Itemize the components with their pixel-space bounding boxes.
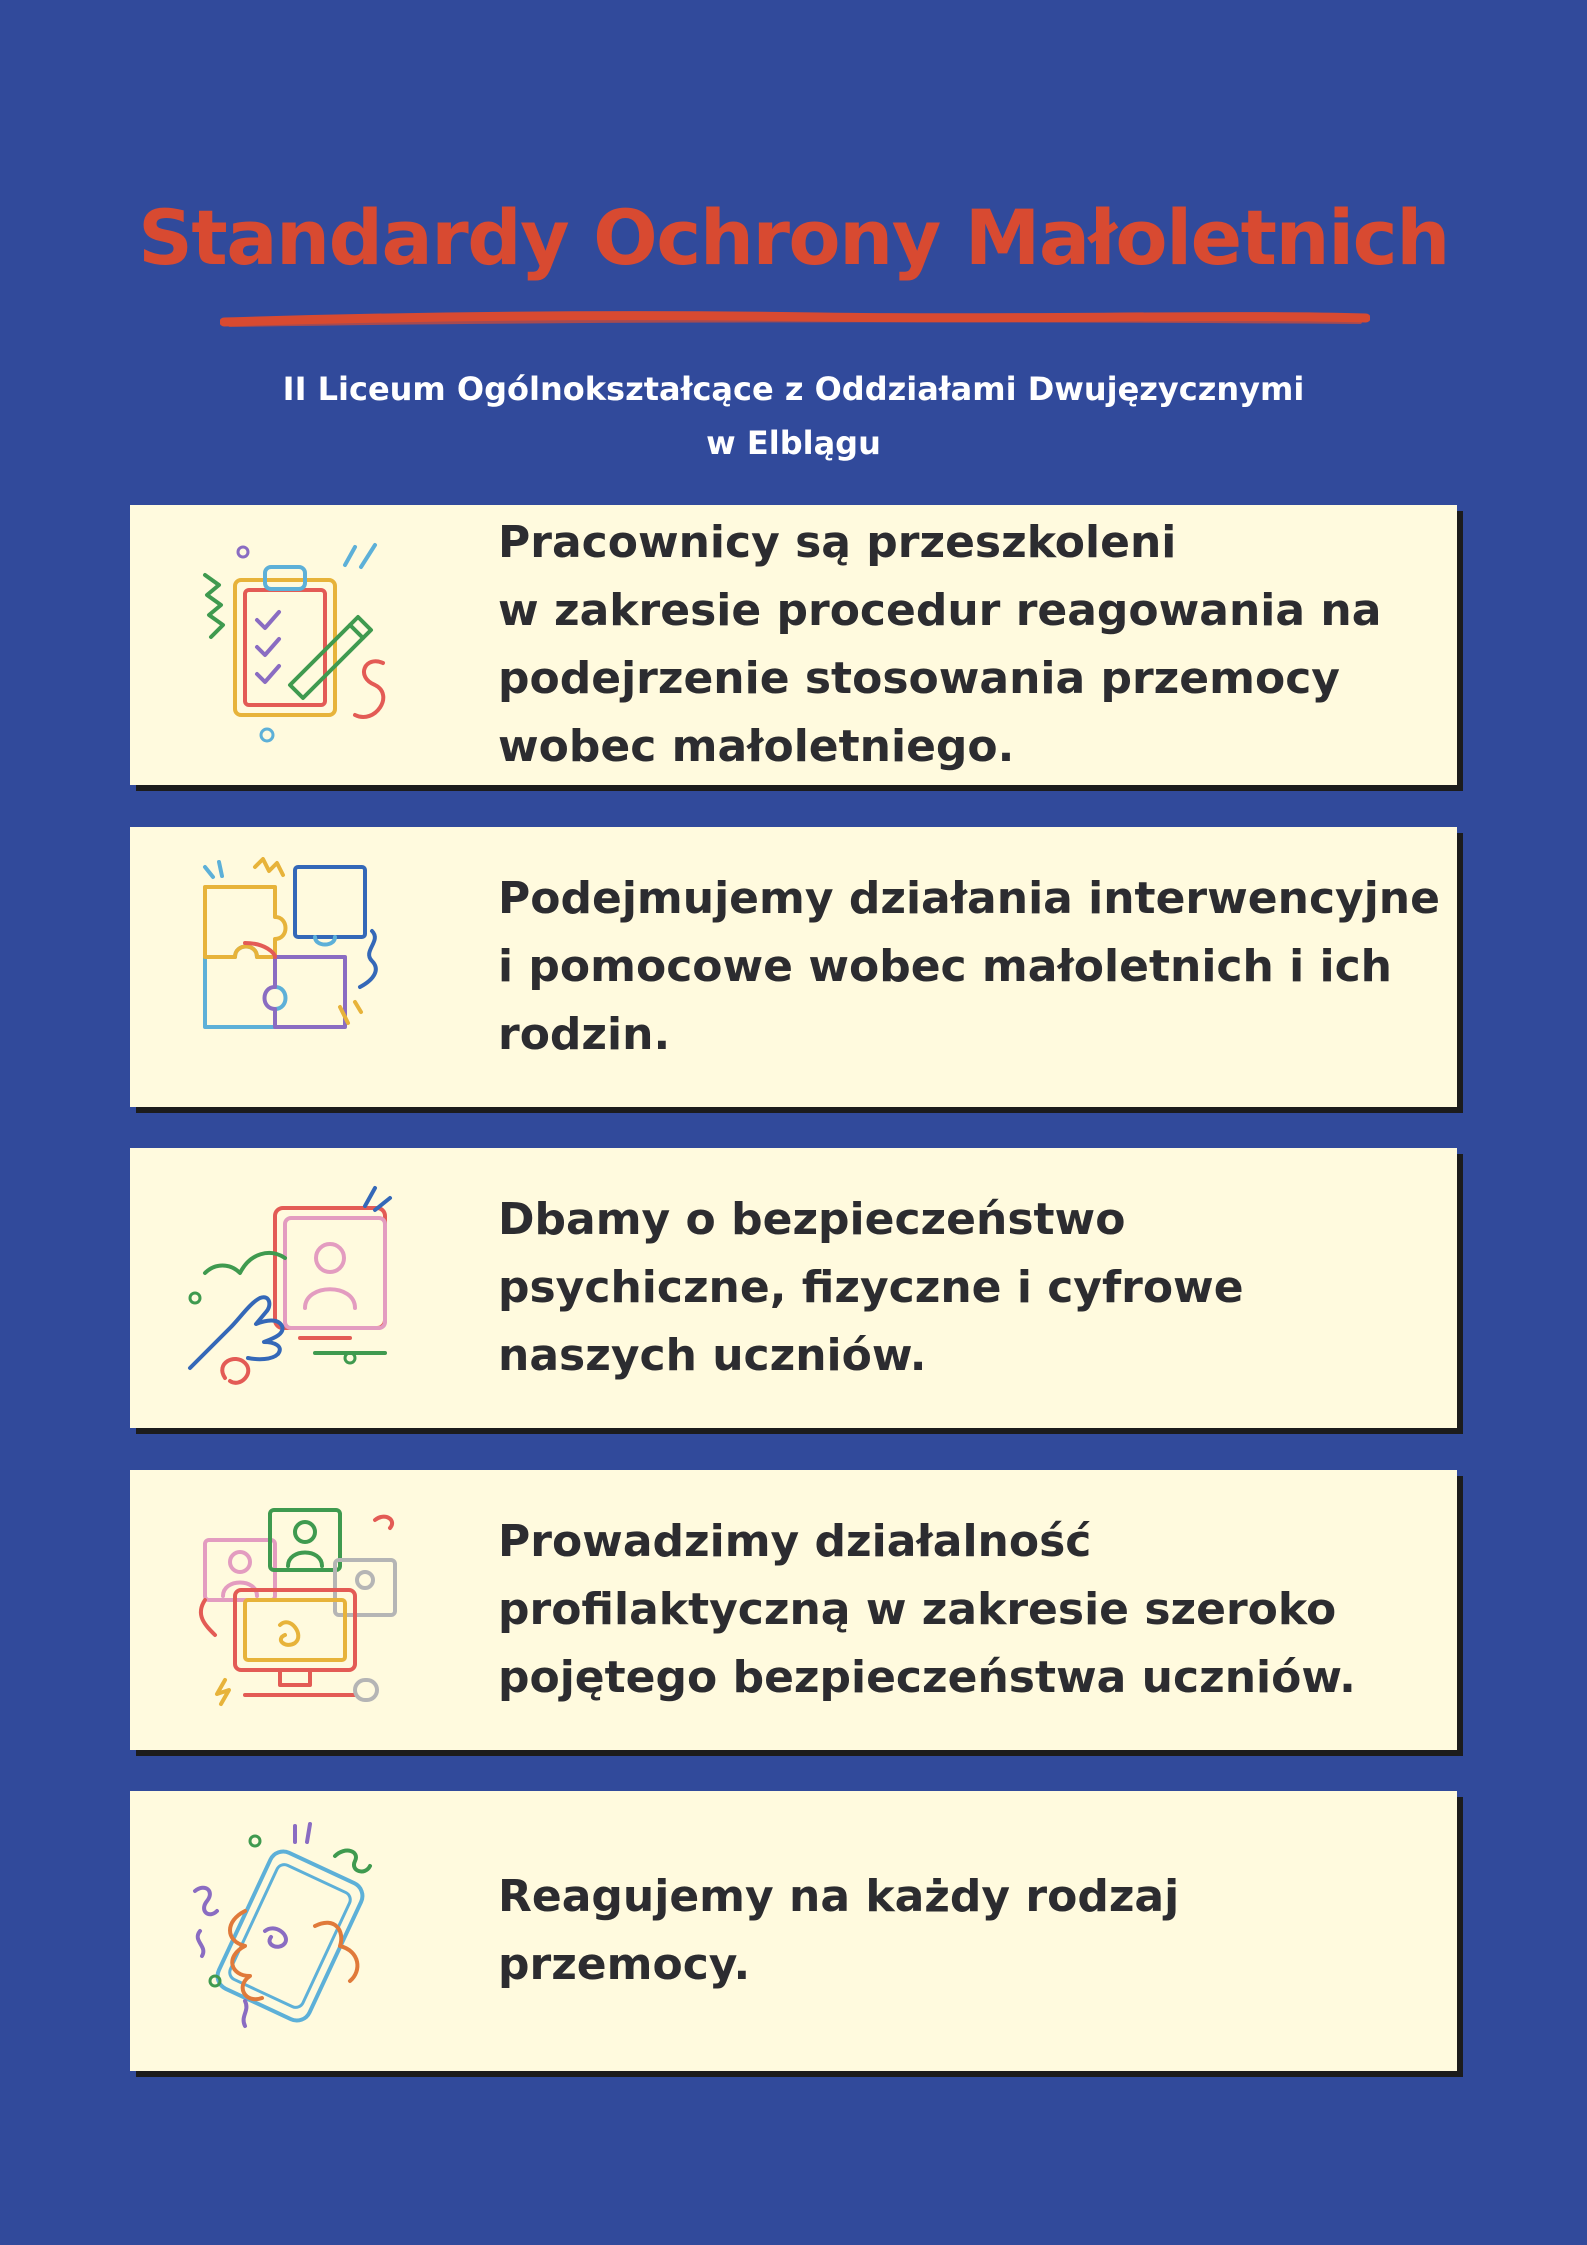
text-line: i pomocowe wobec małoletnich i ich	[498, 941, 1393, 992]
online-meeting-computer-icon	[185, 1500, 405, 1720]
text-line: Prowadzimy działalność	[498, 1516, 1092, 1567]
standard-text-4	[498, 1470, 1397, 1750]
standard-card-3	[130, 1148, 1457, 1428]
standard-text-5	[498, 1791, 1397, 2071]
text-line: przemocy.	[498, 1939, 751, 1990]
standard-card-5	[130, 1791, 1457, 2071]
puzzle-icon	[185, 857, 405, 1077]
text-line: rodzin.	[498, 1009, 671, 1060]
text-line: profilaktyczną w zakresie szeroko	[498, 1584, 1337, 1635]
school-name	[0, 362, 1587, 470]
school-name-line-1: II Liceum Ogólnokształcące z Oddziałami Dwujęzycznymi	[282, 370, 1305, 408]
standard-card-1	[130, 505, 1457, 785]
standard-text-3	[498, 1148, 1397, 1428]
protection-hand-icon	[185, 1178, 405, 1398]
text-line: Pracownicy są przeszkoleni	[498, 517, 1177, 568]
text-line: Dbamy o bezpieczeństwo	[498, 1194, 1126, 1245]
school-name-line-2: w Elblągu	[706, 424, 881, 462]
text-line: pojętego bezpieczeństwa uczniów.	[498, 1652, 1356, 1703]
title-underline	[220, 308, 1370, 332]
text-line: Podejmujemy działania interwencyjne	[498, 873, 1440, 924]
page-title: Standardy Ochrony Małoletnich	[138, 193, 1449, 282]
text-line: wobec małoletniego.	[498, 721, 1015, 772]
text-line: psychiczne, fizyczne i cyfrowe	[498, 1262, 1244, 1313]
standard-text-1	[498, 505, 1397, 785]
text-line: podejrzenie stosowania przemocy	[498, 653, 1340, 704]
standard-card-4	[130, 1470, 1457, 1750]
phone-in-hand-icon	[185, 1821, 405, 2041]
standard-card-2	[130, 827, 1457, 1107]
text-line: Reagujemy na każdy rodzaj	[498, 1871, 1180, 1922]
clipboard-checklist-icon	[185, 535, 405, 755]
text-line: w zakresie procedur reagowania na	[498, 585, 1382, 636]
standard-text-2	[498, 827, 1440, 1107]
text-line: naszych uczniów.	[498, 1330, 927, 1381]
